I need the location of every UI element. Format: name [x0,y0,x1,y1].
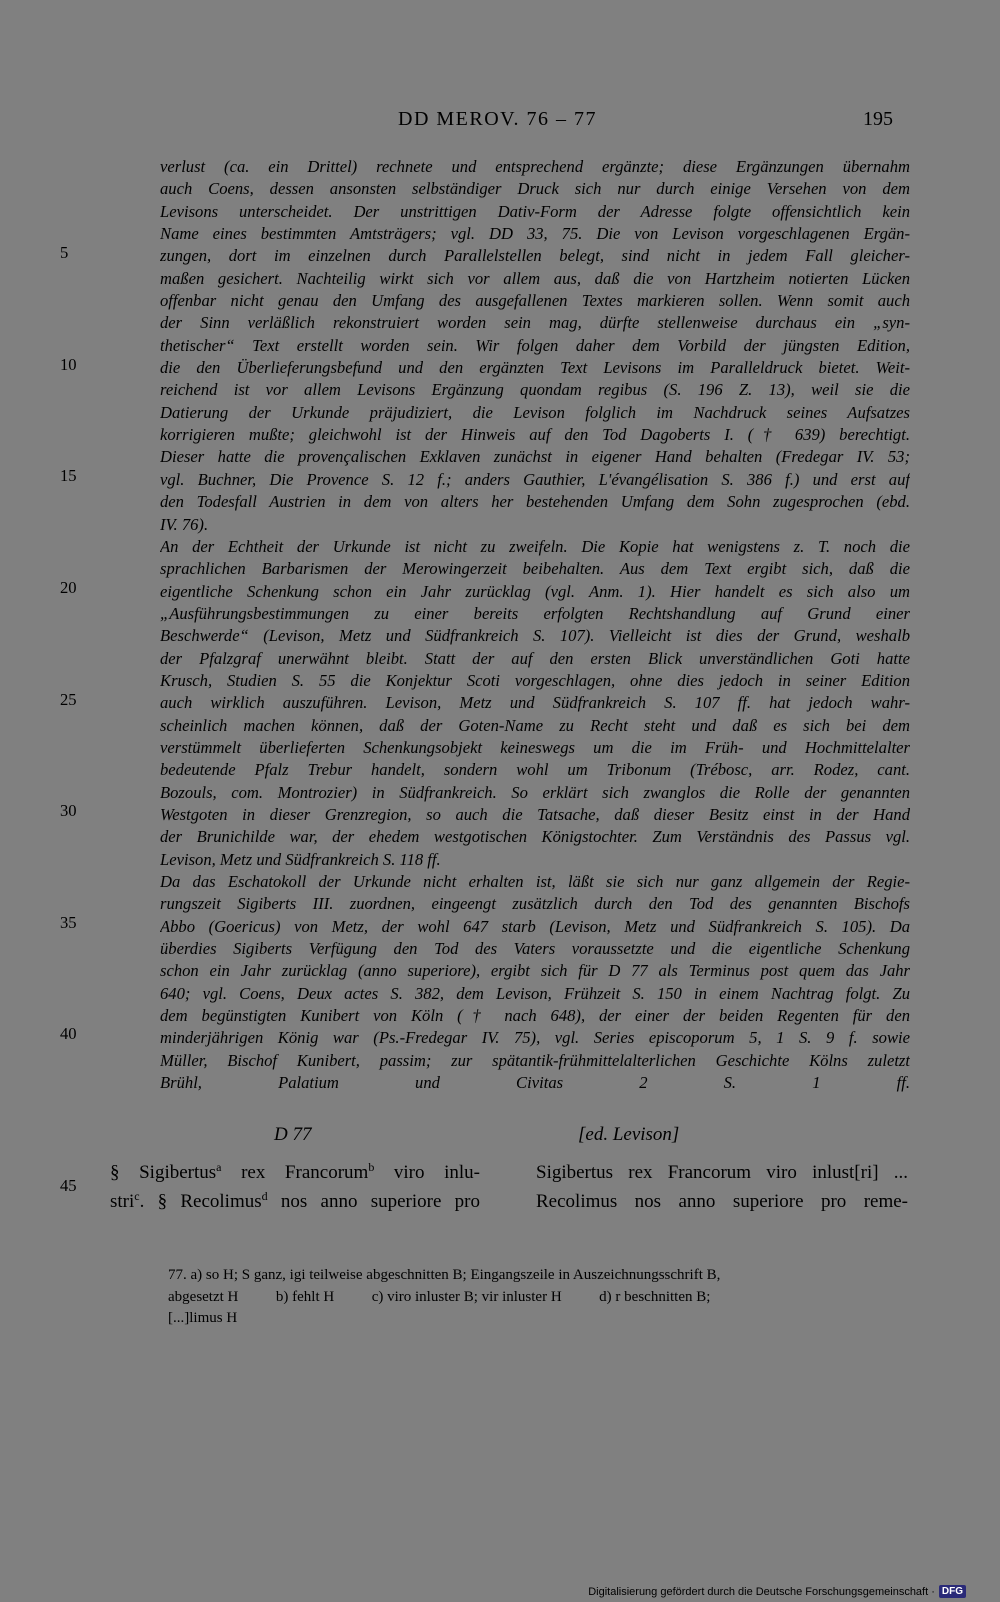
transmission-text: stri [110,1191,135,1212]
commentary-line: thetischer“ Text erstellt worden sein. Wir folgen daher dem Vorbild der jüngsten Edition, [160,335,910,355]
commentary-line: Krusch, Studien S. 55 die Konjektur Scoti vorgeschlagen, ohne dies jedoch in seiner Edition [160,670,910,690]
line-number: 35 [60,913,77,932]
commentary-line: Westgoten in dieser Grenzregion, so auch die Tatsache, daß dieser Besitz einst in der Hand [160,804,910,824]
commentary-line: der Pfalzgraf unerwähnt bleibt. Statt der auf den ersten Blick unverständlichen Goti hatte [160,648,910,668]
commentary-line: verlust (ca. ein Drittel) rechnete und entsprechend ergänzte; diese Ergänzungen übernahm [160,157,910,176]
commentary-line: der Brunichilde war, der ehedem westgotischen Königstochter. Zum Verständnis des Passus vgl. [160,827,910,847]
commentary-line: den Todesfall Austrien in dem von alters her bestehenden Umfang dem Sohn zugesprochen (ebd. [160,492,910,512]
commentary-line: der Sinn verläßlich rekonstruiert worden sein mag, dürfte stellenweise durchaus ein „syn- [160,313,910,333]
commentary-line: die den Überlieferungsbefund und den ergänzten Text Levisons im Paralleldruck bietet. Weit- [160,358,910,378]
commentary-line: Müller, Bischof Kunibert, passim; zur spätantik-frühmittelalterlichen Geschichte Kölns zuletzt [160,1050,910,1070]
commentary-line: auch Coens, dessen ansonsten selbständiger Druck sich nur durch einige Versehen von dem [160,179,910,199]
commentary-line: scheinlich machen können, daß der Goten-Name zu Recht steht und daß es sich bei dem [160,715,910,735]
commentary-line: Datierung der Urkunde präjudiziert, die Levison folglich im Nachdruck seines Aufsatzes [160,402,910,422]
commentary-line: korrigieren mußte; gleichwohl ist der Hinweis auf den Tod Dagoberts I. († 639) berechtigt. [160,425,910,445]
commentary-line: Levison, Metz und Südfrankreich S. 118 ff. [160,849,441,869]
line-number: 15 [60,466,77,485]
commentary-line: An der Echtheit der Urkunde ist nicht zu zweifeln. Die Kopie hat wenigstens z. T. noch die [160,536,910,556]
running-head: DD MEROV. 76 – 77 [398,108,598,130]
line-number: 10 [60,355,77,374]
commentary-line: schon ein Jahr zurücklag (anno superiore), ergibt sich für D 77 als Terminus post quem das Jahr [160,961,910,981]
dfg-logo: DFG [939,1585,966,1598]
commentary-line: Name eines bestimmten Amtsträgers; vgl. DD 33, 75. Die von Levison vorgeschlagenen Ergän- [160,224,910,244]
commentary-line: maßen gesichert. Nachteilig wirkt sich vor allem aus, daß die von Hartzheim notierten Lücken [160,268,910,288]
commentary-line: Beschwerde“ (Levison, Metz und Südfrankreich S. 107). Vielleicht ist dies der Grund, weshalb [160,626,910,646]
apparatus-siglum: c [134,1189,140,1203]
commentary-line: „Ausführungsbestimmungen zu einer bereits erfolgten Rechtshandlung auf Grund einer [160,603,910,623]
digitization-credit [588,1585,966,1598]
apparatus-line: 77. a) so H; S ganz, igi teilweise abgeschnitten B; Eingangszeile in Auszeichnungsschrift B, [168,1267,721,1283]
commentary-line: Dieser hatte die provençalischen Exklaven zunächst in eigener Hand behalten (Fredegar IV. 53; [160,447,910,467]
commentary-line: 640; vgl. Coens, Deux actes S. 382, dem Levison, Frühzeit S. 150 in einem Nachtrag folgt. Zu [160,983,910,1003]
commentary-line: bedeutende Pfalz Trebur handelt, sondern wohl um Tribonum (Trébosc, arr. Rodez, cant. [160,760,910,780]
commentary-line: offenbar nicht genau den Umfang des ausgefallenen Textes markieren sollen. Wenn somit auch [160,291,910,311]
levison-edition-column [536,1158,908,1216]
commentary-line: reichend ist vor allem Levisons Ergänzung quondam regibus (S. 196 Z. 13), weil sie die [160,380,910,400]
commentary-text [160,156,910,1094]
edition-source-heading: [ed. Levison] [578,1124,680,1145]
commentary-line: rungszeit Sigiberts III. zuordnen, eingeengt zusätzlich durch den Tod des genannten Bischofs [160,894,910,914]
edition-line: Recolimus nos anno superiore pro reme- [536,1191,908,1212]
commentary-line: überdies Sigiberts Verfügung den Tod des Vaters voraussetzte und die eigentliche Schenkung [160,939,910,959]
document-number-heading: D 77 [274,1124,312,1145]
critical-apparatus [168,1265,910,1330]
line-number: 25 [60,690,77,709]
apparatus-siglum: a [216,1160,222,1174]
commentary-line: Brühl, Palatium und Civitas 2 S. 1 ff. [160,1073,910,1093]
edition-line: Sigibertus rex Francorum viro inlust[ri] ... [536,1162,908,1183]
apparatus-line: [...]limus H [168,1310,238,1326]
transmission-line [110,1158,480,1187]
transmission-line [110,1187,480,1216]
commentary-line: Levisons unterscheidet. Der unstrittigen Dativ-Form der Adresse folgte offensichtlich kein [160,201,910,221]
commentary-line: eigentliche Schenkung schon ein Jahr zurücklag (vgl. Anm. 1). Hier handelt es sich also um [160,581,910,601]
commentary-line: minderjährigen König war (Ps.-Fredegar IV. 75), vgl. Series episcoporum 5, 1 S. 9 f. sowie [160,1028,910,1048]
apparatus-siglum: b [368,1160,375,1174]
transmission-text: . § Recolimus [139,1191,262,1212]
transmission-text: nos anno superiore pro [267,1191,480,1212]
transmission-text: viro inlu- [374,1162,480,1183]
commentary-line: sprachlichen Barbarismen der Merowingerzeit beibehalten. Aus dem Text ergibt sich, daß die [160,559,910,579]
transmission-text: rex Francorum [221,1162,369,1183]
credit-text: Digitalisierung gefördert durch die Deutsche Forschungsgemeinschaft · [588,1585,935,1598]
apparatus-line: abgesetzt H b) fehlt H c) viro inluster B; vir inluster H d) r beschnitten B; [168,1288,711,1305]
line-number: 5 [60,243,69,262]
commentary-line: dem begünstigten Kunibert von Köln († nach 648), der einer der beiden Regenten für den [160,1006,910,1026]
commentary-line: IV. 76). [160,514,209,534]
line-number: 40 [60,1024,77,1043]
transmission-text: § Sigibertus [110,1162,217,1183]
commentary-line: Bozouls, com. Montrozier) in Südfrankreich. So erklärt sich zwanglos die Rolle der genannten [160,782,910,802]
commentary-line: verstümmelt überlieferten Schenkungsobjekt keineswegs um die im Früh- und Hochmittelalter [160,737,910,757]
line-number: 20 [60,578,77,597]
line-number: 30 [60,801,77,820]
commentary-line: Abbo (Goericus) von Metz, der wohl 647 starb (Levison, Metz und Südfrankreich S. 105). Da [160,916,910,936]
commentary-line: vgl. Buchner, Die Provence S. 12 f.; anders Gauthier, L'évangélisation S. 386 f.) und erst auf [160,469,910,489]
page-number: 195 [863,108,893,130]
line-number: 45 [60,1176,77,1195]
commentary-line: Da das Eschatokoll der Urkunde nicht erhalten ist, läßt sie sich nur ganz allgemein der Regie- [160,872,910,891]
apparatus-siglum: d [261,1189,268,1203]
commentary-line: zungen, dort im einzelnen durch Parallelstellen belegt, sind nicht in jedem Fall gleicher- [160,246,910,266]
commentary-line: auch wirklich auszuführen. Levison, Metz und Südfrankreich S. 107 ff. hat jedoch wahr- [160,693,910,713]
transmission-text-column [110,1158,480,1216]
